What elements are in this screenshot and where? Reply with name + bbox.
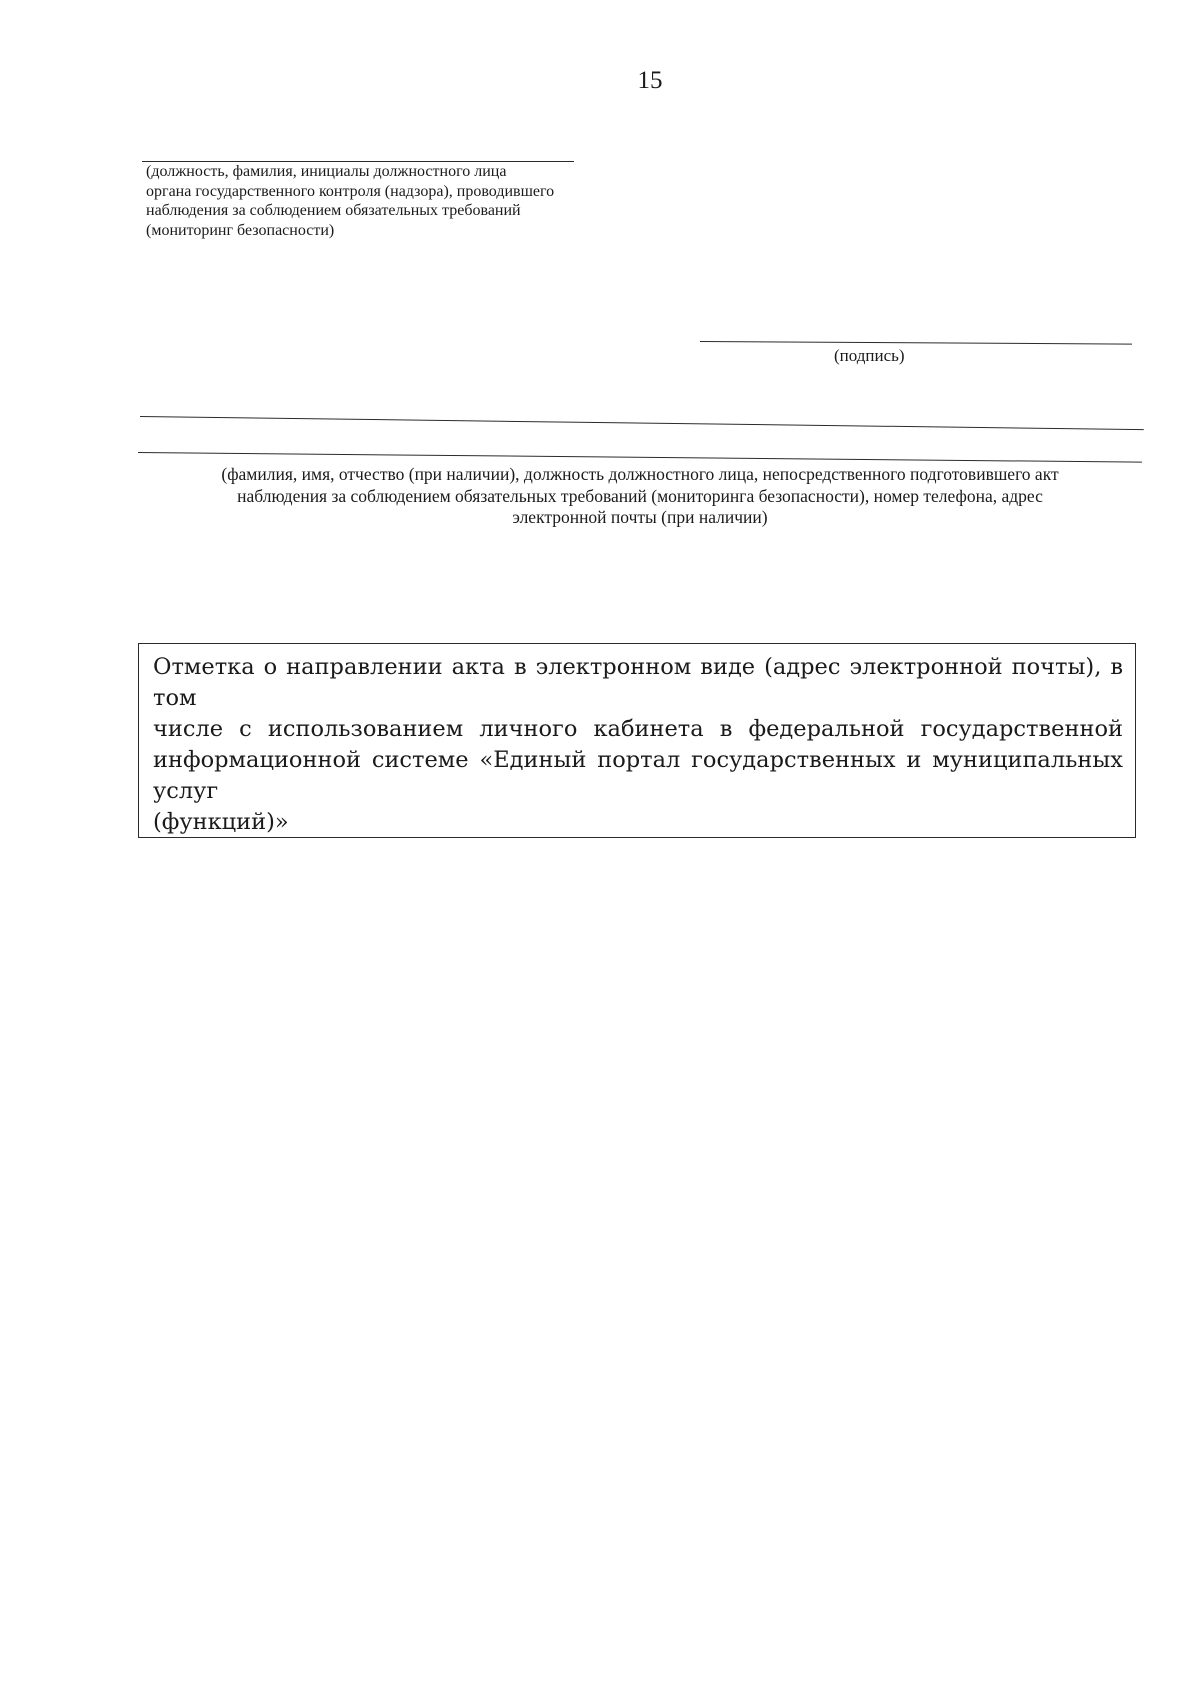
preparer-caption [140,464,1140,529]
page-number: 15 [637,67,663,94]
mark-box-line: числе с использованием личного кабинета в федеральной государственной [153,716,1123,742]
preparer-caption-line: наблюдения за соблюдением обязательных требований (мониторинга безопасности), номер телефона, адрес [237,485,1043,506]
electronic-delivery-mark-box [138,643,1136,838]
preparer-line-upper [140,416,1144,430]
official-caption-line: органа государственного контроля (надзора), проводившего [146,182,555,200]
official-caption-line: (мониторинг безопасности) [146,221,335,239]
official-caption [146,162,646,240]
preparer-line-lower [138,452,1142,463]
signature-caption: (подпись) [834,346,905,365]
mark-box-line: (функций)» [153,809,289,835]
official-caption-line: наблюдения за соблюдением обязательных требований [146,202,521,219]
signature-line [700,341,1132,345]
preparer-caption-line: электронной почты (при наличии) [512,507,768,527]
preparer-caption-line: (фамилия, имя, отчество (при наличии), должность должностного лица, непосредственного подготовившего акт [221,464,1059,484]
official-caption-line: (должность, фамилия, инициалы должностного лица [146,163,507,180]
mark-box-line: информационной системе «Единый портал государственных и муниципальных услуг [153,747,1123,804]
mark-box-line: Отметка о направлении акта в электронном виде (адрес электронной почты), в том [153,654,1123,711]
